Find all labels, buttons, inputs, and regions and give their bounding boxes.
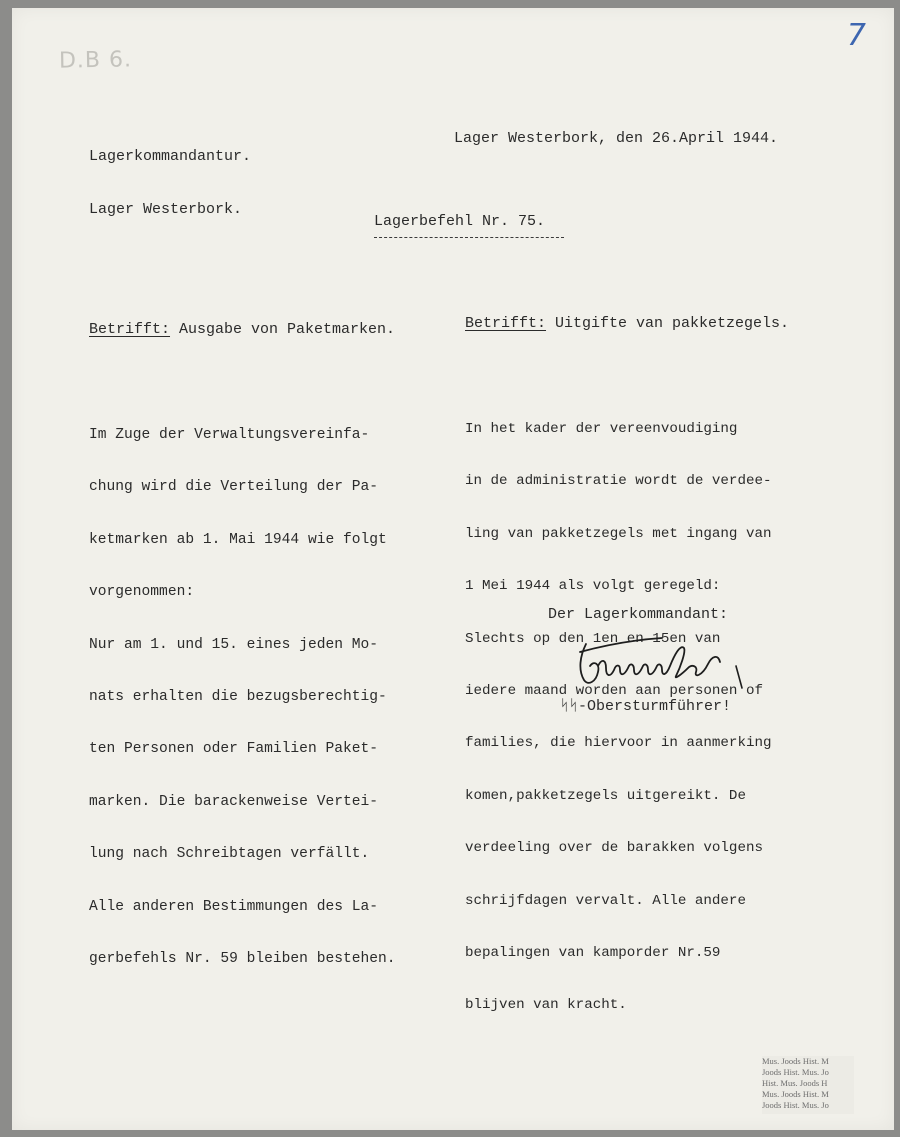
- dutch-line: 1 Mei 1944 als volgt geregeld:: [465, 578, 721, 595]
- german-line: Im Zuge der Verwaltungsvereinfa-: [89, 427, 370, 443]
- german-column: [89, 286, 459, 1038]
- dutch-line: komen,pakketzegels uitgereikt. De: [465, 787, 746, 804]
- stamp-line: Joods Hist. Mus. Jo: [762, 1100, 829, 1110]
- sender-block: [89, 113, 251, 253]
- german-line: Alle anderen Bestimmungen des La-: [89, 898, 379, 915]
- sender-line-2: Lager Westerbork.: [89, 200, 243, 218]
- dutch-line: ling van pakketzegels met ingang van: [465, 525, 772, 542]
- stamp-line: Hist. Mus. Joods H: [762, 1078, 828, 1088]
- dutch-subject-label: Betrifft:: [465, 315, 547, 332]
- german-line: Nur am 1. und 15. eines jeden Mo-: [89, 636, 379, 653]
- dutch-line: verdeeling over de barakken volgens: [465, 840, 763, 857]
- pencil-archive-mark: D.B 6.: [58, 47, 133, 74]
- german-line: gerbefehls Nr. 59 bleiben bestehen.: [89, 950, 396, 967]
- stamp-line: Mus. Joods Hist. M: [762, 1056, 829, 1066]
- dutch-subject-text: Uitgifte van pakketzegels.: [546, 315, 790, 332]
- dutch-line: In het kader der vereenvoudiging: [465, 421, 738, 437]
- closing-rank: ᛋᛋ-Obersturmführer!: [560, 698, 732, 715]
- handwritten-signature: [572, 636, 752, 696]
- dutch-line: Slechts op den 1en en 15en van: [465, 630, 721, 647]
- order-title-block: [374, 213, 574, 238]
- order-title: Lagerbefehl Nr. 75.: [374, 213, 546, 230]
- stamp-line: Mus. Joods Hist. M: [762, 1089, 829, 1099]
- sender-line-1: Lagerkommandantur.: [89, 148, 252, 165]
- german-subject-line: [89, 321, 459, 339]
- german-body: [89, 392, 459, 1003]
- page-number: 7: [846, 18, 866, 53]
- dutch-line: in de administratie wordt de verdee-: [465, 473, 772, 490]
- german-line: ketmarken ab 1. Mai 1944 wie folgt: [89, 531, 387, 548]
- museum-stamp: [762, 1056, 854, 1114]
- dutch-line: blijven van kracht.: [465, 997, 627, 1014]
- german-line: vorgenommen:: [89, 584, 195, 601]
- german-subject-text: Ausgabe von Paketmarken.: [170, 321, 396, 338]
- german-line: ten Personen oder Familien Paket-: [89, 741, 379, 758]
- dutch-body: [465, 386, 845, 1050]
- german-line: marken. Die barackenweise Vertei-: [89, 793, 379, 810]
- stamp-line: Joods Hist. Mus. Jo: [762, 1067, 829, 1077]
- german-line: nats erhalten die bezugsberechtig-: [89, 688, 387, 705]
- dateline: Lager Westerbork, den 26.April 1944.: [454, 130, 779, 147]
- dutch-line: bepalingen van kamporder Nr.59: [465, 944, 721, 961]
- german-line: chung wird die Verteilung der Pa-: [89, 479, 379, 496]
- dutch-line: iedere maand worden aan personen of: [465, 682, 763, 699]
- closing-office: Der Lagerkommandant:: [548, 606, 729, 623]
- document-page: [12, 8, 894, 1130]
- german-line: lung nach Schreibtagen verfällt.: [89, 846, 370, 863]
- dutch-subject-line: [465, 315, 845, 333]
- dutch-line: schrijfdagen vervalt. Alle andere: [465, 892, 746, 909]
- german-subject-label: Betrifft:: [89, 321, 171, 338]
- title-underline: [374, 237, 564, 238]
- dutch-line: families, die hiervoor in aanmerking: [465, 735, 772, 752]
